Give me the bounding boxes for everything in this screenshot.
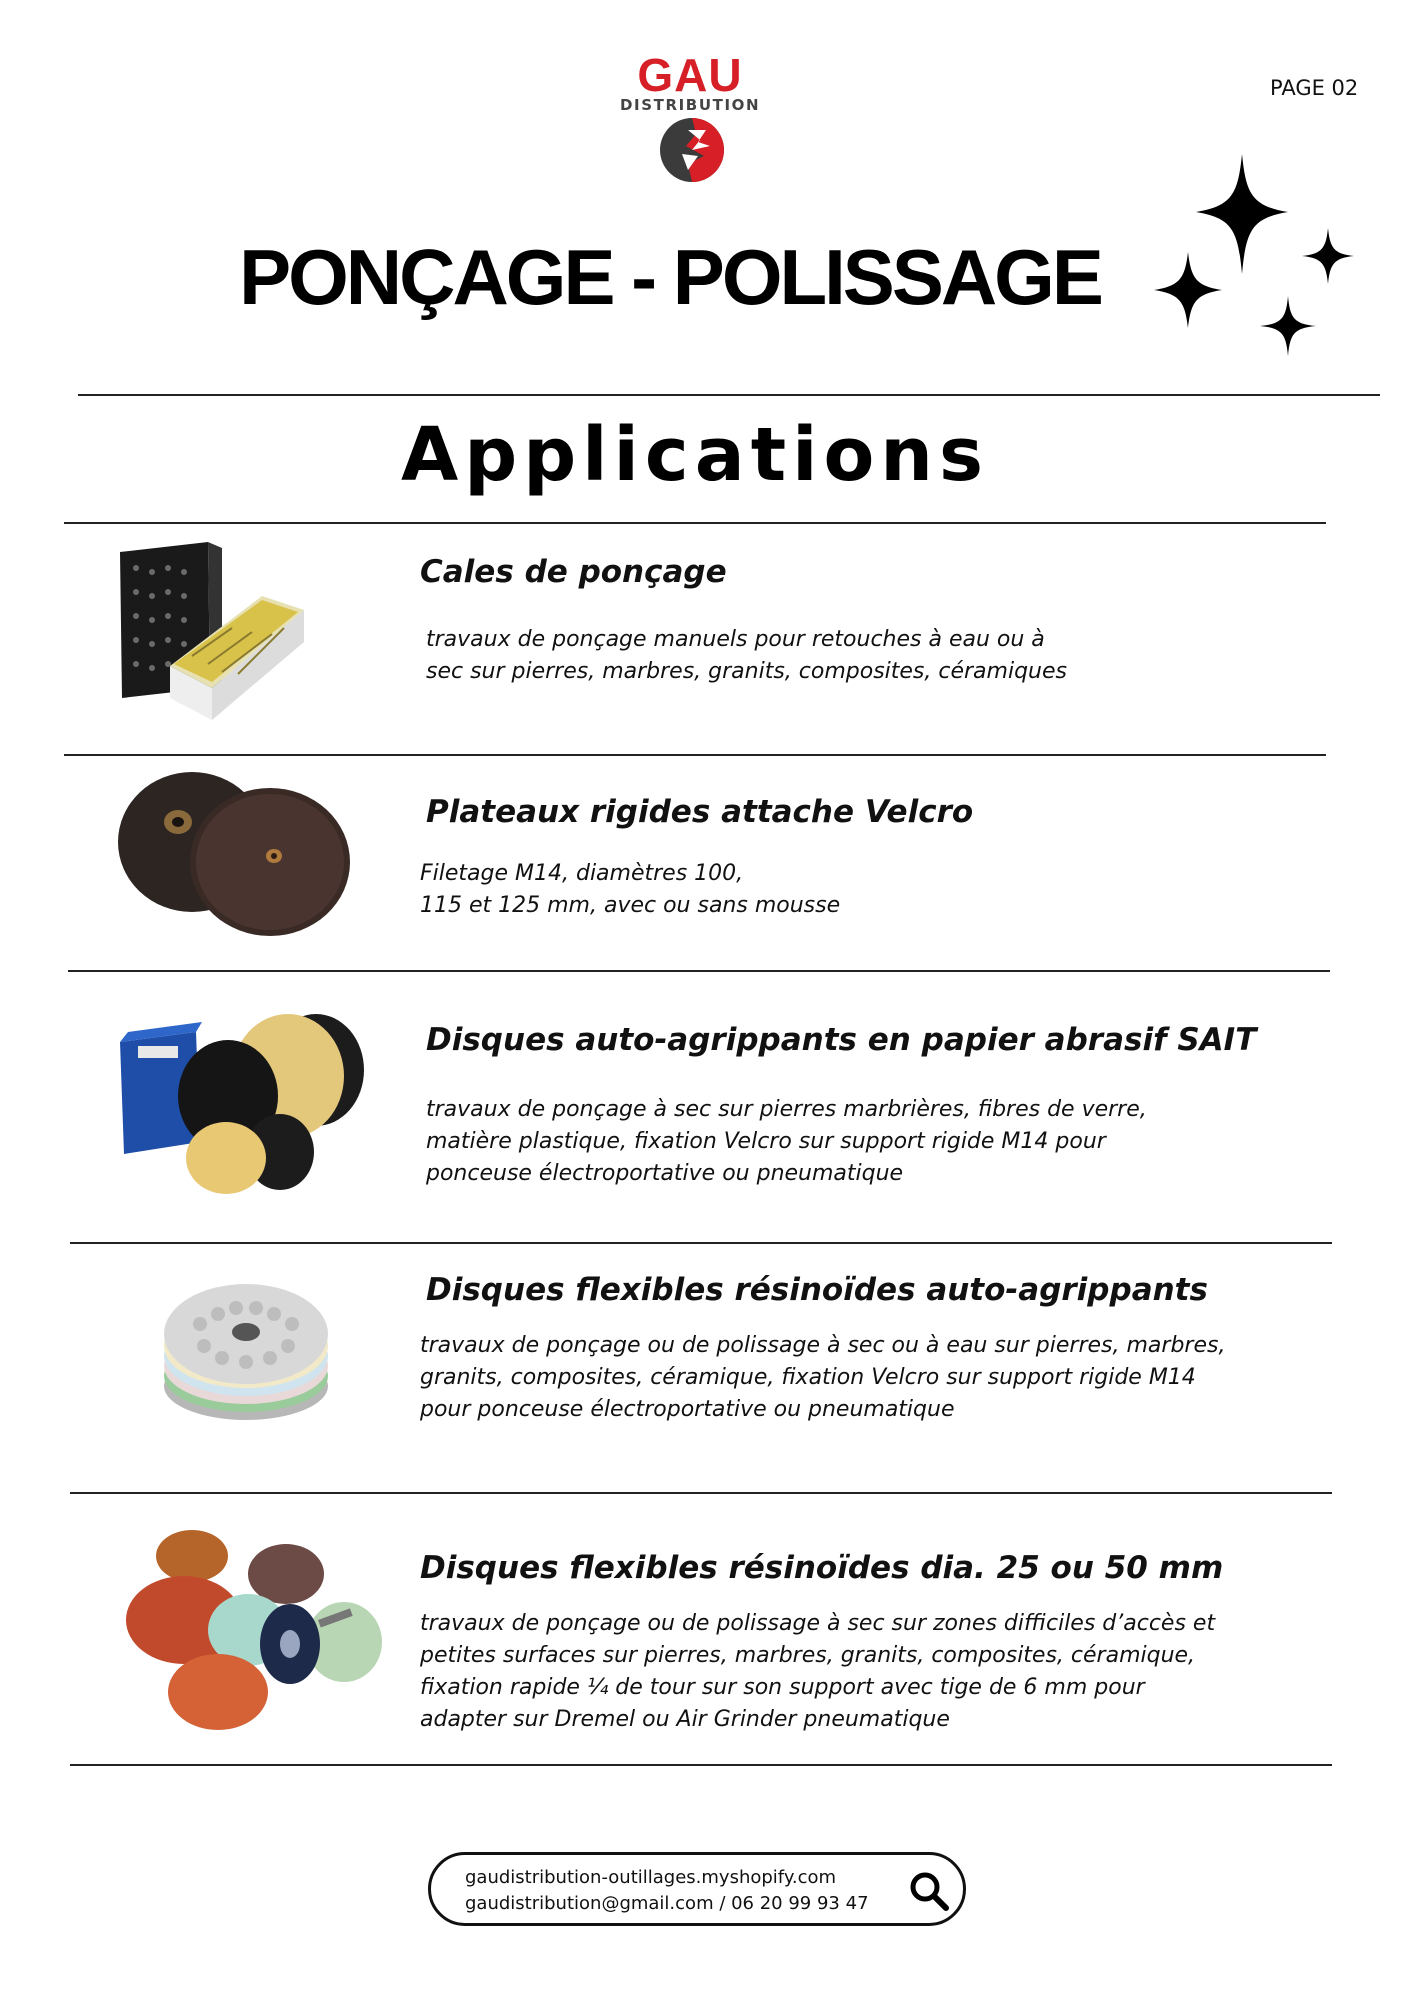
item-title: Disques flexibles résinoïdes dia. 25 ou 50 mm [420, 1550, 1224, 1586]
sanding-block-image [112, 538, 308, 728]
item-title: Plateaux rigides attache Velcro [426, 794, 974, 830]
logo-brand-text: GAU [637, 49, 743, 101]
sparkles-icon [1148, 150, 1378, 370]
velcro-backing-pad-image [114, 770, 354, 940]
page-title: PONÇAGE - POLISSAGE [239, 233, 1101, 321]
divider [64, 522, 1326, 524]
item-description: travaux de ponçage ou de polissage à sec sur zones difficiles d’accès et petites surfaces sur pierres, marbres, granits, composites, céramique, fixation rapide ¼ de tour sur son support avec tige de 6 mm pour adapter sur Dremel ou Air Grinder pneumatique [420, 1611, 1216, 1732]
divider [68, 970, 1330, 972]
item-title: Disques flexibles résinoïdes auto-agrippants [426, 1272, 1208, 1308]
abrasive-paper-discs-image [116, 1012, 366, 1196]
contact-info: gaudistribution@gmail.com / 06 20 99 93 47 [465, 1893, 869, 1914]
divider [70, 1764, 1332, 1766]
small-resin-discs-image [122, 1526, 384, 1732]
resin-polishing-pads-image [160, 1264, 334, 1424]
contact-footer [428, 1852, 966, 1926]
search-icon[interactable] [907, 1869, 951, 1913]
logo-emblem-icon [658, 116, 726, 184]
logo-subtitle: DISTRIBUTION [620, 96, 761, 114]
divider [70, 1492, 1332, 1494]
item-description: travaux de ponçage à sec sur pierres marbrières, fibres de verre, matière plastique, fixation Velcro sur support rigide M14 pour ponceuse électroportative ou pneumatique [426, 1097, 1147, 1186]
item-description: travaux de ponçage manuels pour retouches à eau ou à sec sur pierres, marbres, granits, composites, céramiques [426, 627, 1067, 684]
divider [64, 754, 1326, 756]
item-description: travaux de ponçage ou de polissage à sec ou à eau sur pierres, marbres, granits, composites, céramique, fixation Velcro sur support rigide M14 pour ponceuse électroportative ou pneumatique [420, 1333, 1226, 1422]
page-number: PAGE 02 [1270, 76, 1359, 100]
divider [78, 394, 1380, 396]
divider [70, 1242, 1332, 1244]
item-description: Filetage M14, diamètres 100, 115 et 125 mm, avec ou sans mousse [420, 861, 841, 918]
item-title: Cales de ponçage [420, 554, 727, 590]
item-title: Disques auto-agrippants en papier abrasif SAIT [426, 1022, 1257, 1058]
brand-logo [620, 49, 761, 184]
section-title: Applications [400, 412, 990, 498]
website-link[interactable]: gaudistribution-outillages.myshopify.com [465, 1867, 837, 1888]
